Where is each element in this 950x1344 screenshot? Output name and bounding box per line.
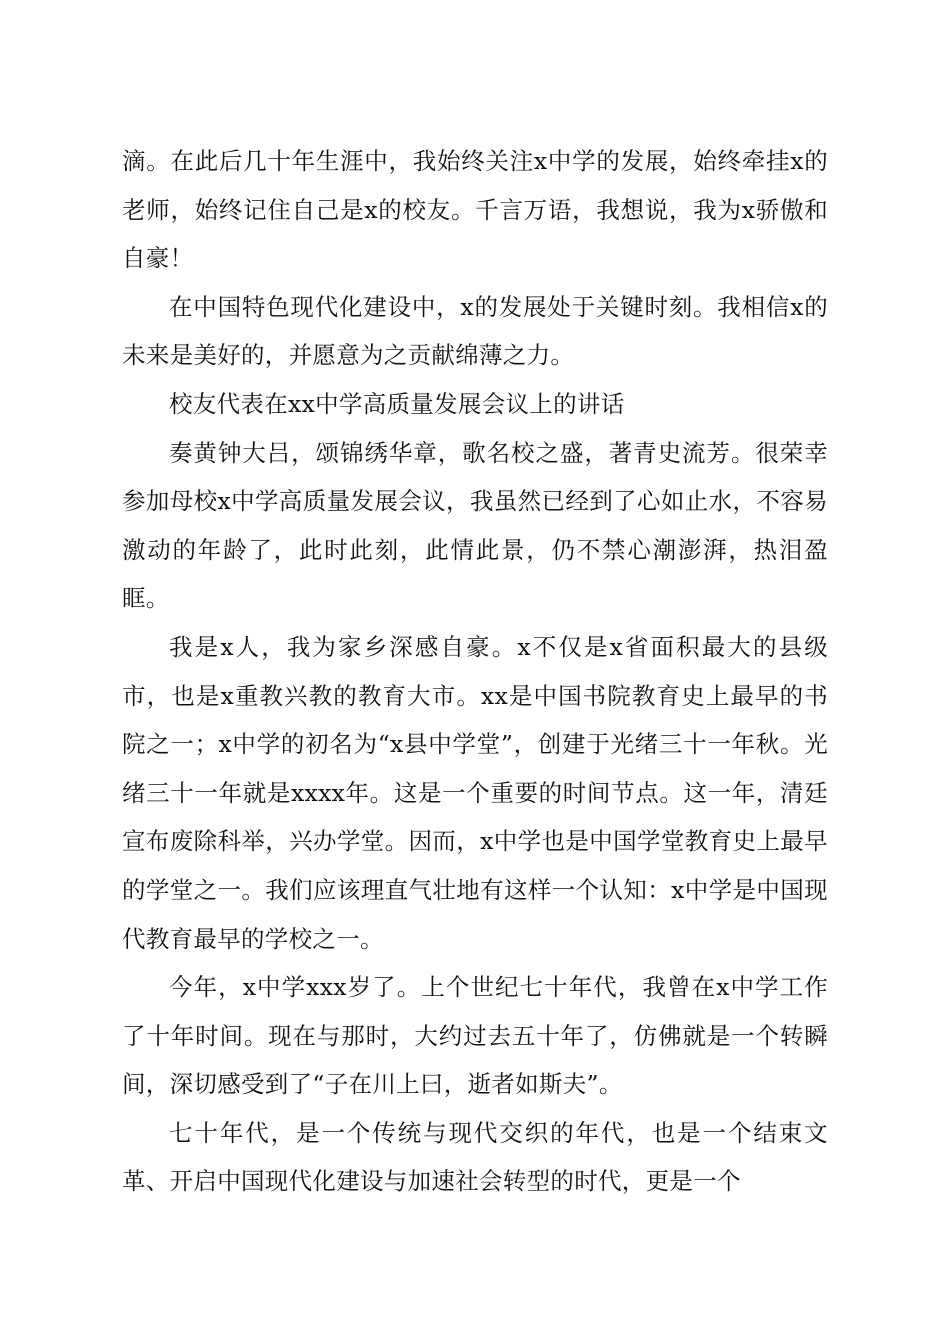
paragraph-hometown: 我是x人，我为家乡深感自豪。x不仅是x省面积最大的县级市，也是x重教兴教的教育大市。xx是中国书院教育史上最早的书院之一；x中学的初名为“x县中学堂”，创建于光绪三十一年秋。光绪三十一年就是xxxx年。这是一个重要的时间节点。这一年，清廷宣布废除科举，兴办学堂。因而，x中学也是中国学堂教育史上最早的学堂之一。我们应该理直气壮地有这样一个认知：x中学是中国现代教育最早的学校之一。 xyxy=(122,632,828,953)
paragraph-this-year: 今年，x中学xxx岁了。上个世纪七十年代，我曾在x中学工作了十年时间。现在与那时，大约过去五十年了，仿佛就是一个转瞬间，深切感受到了“子在川上曰，逝者如斯夫”。 xyxy=(122,973,828,1099)
paragraph-opening: 奏黄钟大吕，颂锦绣华章，歌名校之盛，著青史流芳。很荣幸参加母校x中学高质量发展会议，我虽然已经到了心如止水，不容易激动的年龄了，此时此刻，此情此景，仍不禁心潮澎湃，热泪盈眶。 xyxy=(122,438,828,613)
paragraph-future: 在中国特色现代化建设中，x的发展处于关键时刻。我相信x的未来是美好的，并愿意为之贡献绵薄之力。 xyxy=(122,292,828,370)
paragraph-seventies: 七十年代，是一个传统与现代交织的年代，也是一个结束文革、开启中国现代化建设与加速社会转型的时代，更是一个 xyxy=(122,1118,828,1196)
paragraph-continuation: 滴。在此后几十年生涯中，我始终关注x中学的发展，始终牵挂x的老师，始终记住自己是x的校友。千言万语，我想说，我为x骄傲和自豪！ xyxy=(122,147,828,273)
document-body xyxy=(122,137,828,1206)
speech-title: 校友代表在xx中学高质量发展会议上的讲话 xyxy=(169,389,625,418)
